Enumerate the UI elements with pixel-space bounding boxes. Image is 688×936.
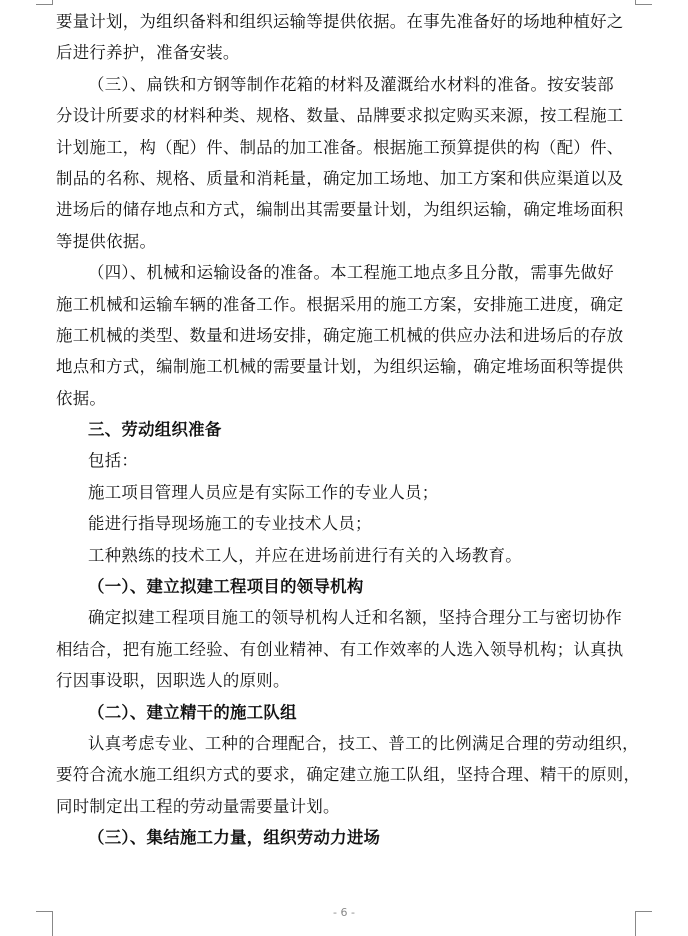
- text-line: 制品的名称、规格、质量和消耗量，确定加工场地、加工方案和供应渠道以及: [56, 168, 624, 188]
- text-line: 认真考虑专业、工种的合理配合，技工、普工的比例满足合理的劳动组织，: [88, 733, 639, 753]
- text-line: （三）、扁铁和方钢等制作花箱的材料及灌溉给水材料的准备。按安装部: [88, 74, 614, 94]
- text-line: 计划施工，构（配）件、制品的加工准备。根据施工预算提供的构（配）件、: [56, 137, 624, 157]
- text-line: 确定拟建工程项目施工的领导机构人迁和名额，坚持合理分工与密切协作: [88, 608, 623, 628]
- text-line: 等提供依据。: [56, 231, 157, 251]
- text-line: 同时制定出工程的劳动量需要量计划。: [56, 796, 340, 816]
- text-line: 分设计所要求的材料种类、规格、数量、品牌要求拟定购买来源，按工程施工: [56, 106, 624, 126]
- text-line: （四）、机械和运输设备的准备。本工程施工地点多且分散，需事先做好: [88, 263, 614, 283]
- text-line: 施工项目管理人员应是有实际工作的专业人员；: [88, 482, 439, 502]
- text-line: 要符合流水施工组织方式的要求，确定建立施工队组，坚持合理、精干的原则，: [56, 765, 641, 785]
- text-line: 行因事设职，因职选人的原则。: [56, 671, 290, 691]
- text-line: 依据。: [56, 388, 107, 408]
- text-line: 施工机械的类型、数量和进场安排，确定施工机械的供应办法和进场后的存放: [56, 325, 624, 345]
- text-line: 进场后的储存地点和方式，编制出其需要量计划，为组织运输，确定堆场面积: [56, 200, 624, 220]
- margin-corner-mark: [635, 0, 652, 5]
- text-line: 施工机械和运输车辆的准备工作。根据采用的施工方案，安排施工进度，确定: [56, 294, 624, 314]
- text-line: 包括：: [88, 451, 139, 471]
- document-body: [56, 6, 641, 854]
- section-heading: 三、劳动组织准备: [88, 420, 222, 440]
- section-heading: （二）、建立精干的施工队组: [88, 702, 297, 722]
- text-line: 工种熟练的技术工人，并应在进场前进行有关的入场教育。: [88, 545, 522, 565]
- section-heading: （三）、集结施工力量，组织劳动力进场: [88, 828, 381, 848]
- text-line: 相结合，把有施工经验、有创业精神、有工作效率的人选入领导机构；认真执: [56, 639, 624, 659]
- text-line: 地点和方式，编制施工机械的需要量计划，为组织运输，确定堆场面积等提供: [56, 357, 624, 377]
- text-line: 要量计划，为组织备料和组织运输等提供依据。在事先准备好的场地种植好之: [56, 12, 624, 31]
- text-line: 后进行养护，准备安装。: [56, 43, 240, 63]
- margin-corner-mark: [36, 0, 53, 5]
- section-heading: （一）、建立拟建工程项目的领导机构: [88, 577, 364, 597]
- page-number: - 6 -: [333, 906, 355, 919]
- text-line: 能进行指导现场施工的专业技术人员；: [88, 514, 372, 534]
